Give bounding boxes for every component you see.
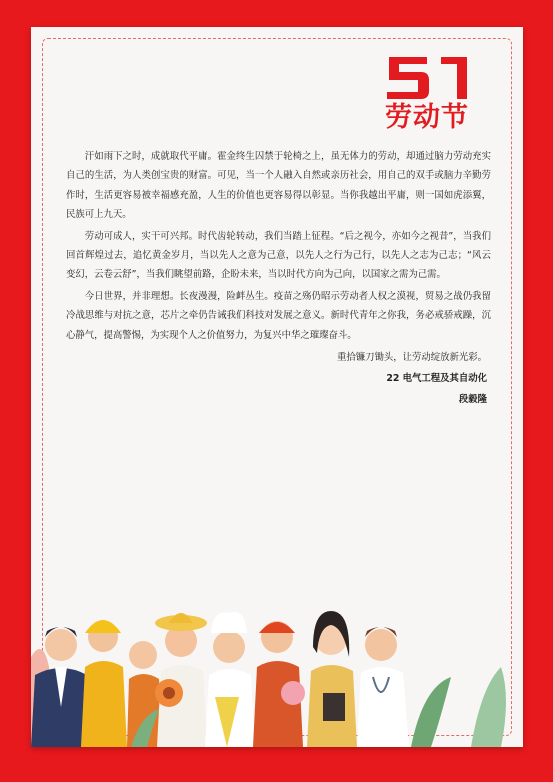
labor-day-logo: [383, 53, 483, 135]
paragraph-2: 劳动可成人，实干可兴邦。时代齿轮转动，我们当踏上征程。“后之视今，亦如今之视昔”，当我们回首辉煌过去，追忆黄金岁月，当以先人之意为己意，以先人之行为己行，以先人之志为己志；“风云变幻，云卷云舒”，当我们眺望前路，企盼未来，当以时代方向为己向，以国家之需为己需。: [66, 230, 491, 281]
closing-line: 重拾镰刀锄头，让劳动绽放新光彩。: [336, 352, 487, 364]
class-name: 22 电气工程及其自动化: [386, 373, 487, 385]
letter-body: [66, 147, 491, 410]
workers-illustration: [31, 597, 523, 747]
logo-title: 劳动节: [385, 102, 469, 133]
paragraph-3: 今日世界，并非理想。长夜漫漫，险衅丛生。疫苗之殇仍昭示劳动者人权之漠视，贸易之战仍我留冷战思维与对抗之意，芯片之牵仍告诫我们科技对发展之意义。新时代青年之你我，务必戒骄戒躁，沉心静气，提高警惕，为实现个人之价值努力，为复兴中华之璀璨奋斗。: [66, 290, 491, 341]
paragraph-1: 汗如雨下之时，成就取代平庸。霍金终生囚禁于轮椅之上，虽无体力的劳动，却通过脑力劳动充实自己的生活，为人类创宝贵的财富。可见，当一个人融入自然或亲历社会，用自己的双手或脑力辛勤劳作时，生活更容易被幸福感充盈，人生的价值也更容易得以彰显。当你我越出平庸，则一国如虎添翼，民族可上九天。: [66, 151, 491, 221]
logo-51-graphic: [383, 53, 483, 101]
letter-paper: [31, 27, 523, 747]
author-name: 段毅隆: [458, 394, 487, 406]
